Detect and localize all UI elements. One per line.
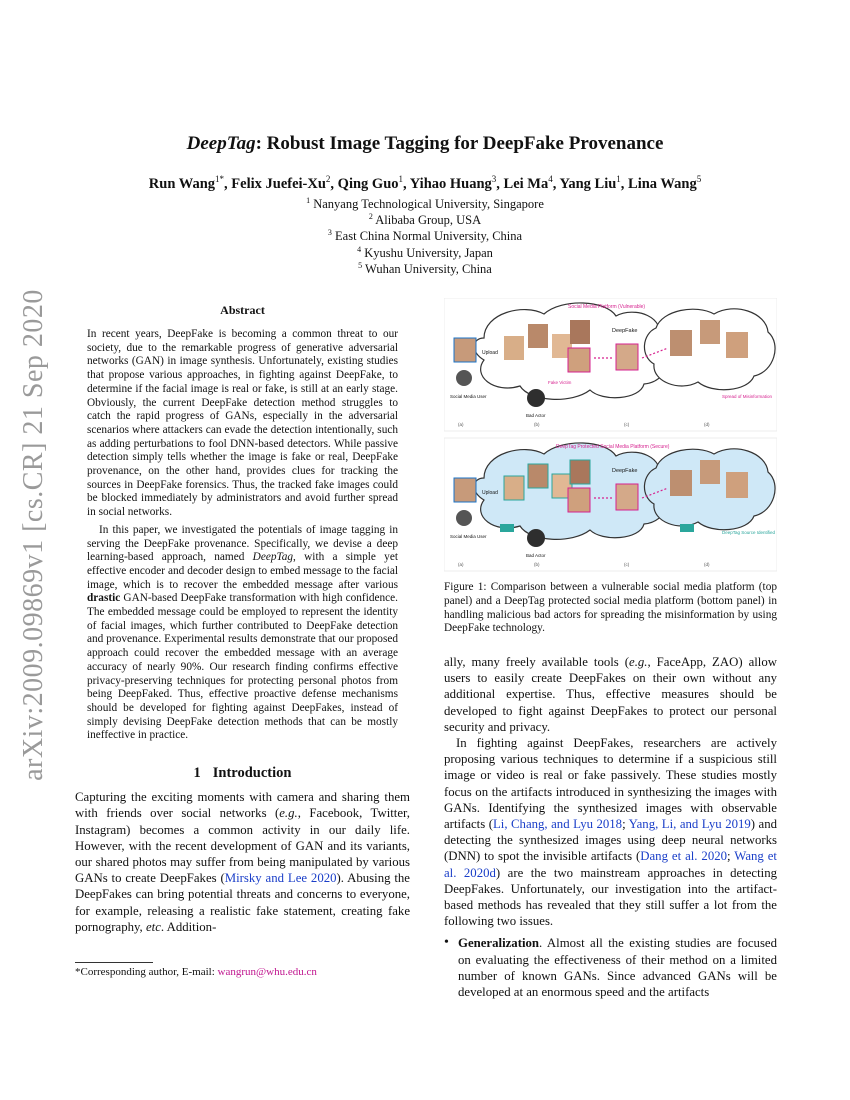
author: Qing Guo bbox=[337, 176, 399, 192]
affiliation: $^2$ Alibaba Group, USA bbox=[368, 212, 482, 228]
panel-label: (c) bbox=[624, 422, 630, 427]
bottom-cloud-label: DeepTag Protected Social Media Platform (Secure) bbox=[556, 444, 670, 450]
fake-victim-label: Fake Victim bbox=[548, 380, 572, 385]
face-photo bbox=[726, 472, 748, 498]
upload-label: Upload bbox=[482, 350, 498, 356]
face-photo bbox=[568, 488, 590, 512]
affiliation: $^3$ East China Normal University, China bbox=[327, 228, 523, 244]
user-label: Social Media User bbox=[450, 394, 487, 399]
face-photo bbox=[454, 478, 476, 502]
panel-label: (a) bbox=[458, 562, 464, 567]
abstract-paragraph: In recent years, DeepFake is becoming a common threat to our society, due to the remarkable progress of generative adversarial networks (GAN) in image synthesis. Unfortunately, existing studies that propose various approaches, in fighting against DeepFake, to determine if the facial image is real or fake, is still at an early stage. Obviously, the current DeepFake detection method struggles to catch the rapid progress of GANs, especially in the adversarial scenarios where attackers can evade the detection intentionally, such as adding perturbations to fool DNN-based detectors. While passive detection simply tells whether the image is fake or real, DeepFake provenance, on the other hand, provides clues for tracking the sources in DeepFake forensics. Thus, the tracked fake images could be blocked immediately by administrators and avoid further spread in social networks. bbox=[87, 328, 398, 519]
title-rest: : Robust Image Tagging for DeepFake Provenance bbox=[255, 133, 664, 154]
face-photo bbox=[570, 320, 590, 344]
panel-label: (d) bbox=[704, 562, 710, 567]
panel-label: (d) bbox=[704, 422, 710, 427]
citation-link[interactable]: Wang et al. 2020d bbox=[444, 849, 777, 880]
user-icon bbox=[456, 370, 472, 386]
face-photo bbox=[700, 320, 720, 344]
title-italic: DeepTag bbox=[186, 133, 256, 154]
deepfake-label: DeepFake bbox=[612, 468, 638, 474]
panel-label: (b) bbox=[534, 422, 540, 427]
bullet-item: • Generalization. Almost all the existing studies are focused on evaluating the effectiveness of their method on a limited number of known GANs. Since advanced GANs will be developed at an enormous speed and the artifacts bbox=[444, 935, 777, 1000]
author: Run Wang bbox=[148, 176, 216, 192]
panel-label: (c) bbox=[624, 562, 630, 567]
tag-icon bbox=[500, 524, 514, 532]
author: Yang Liu bbox=[559, 176, 617, 192]
face-photo bbox=[504, 476, 524, 500]
footnote: *Corresponding author, E-mail: wangrun@whu.edu.cn bbox=[75, 966, 317, 978]
arxiv-identifier-text: arXiv:2009.09869v1 [cs.CR] 21 Sep 2020 bbox=[18, 289, 50, 781]
paper-title bbox=[0, 133, 850, 155]
affiliation: $^4$ Kyushu University, Japan bbox=[357, 244, 493, 260]
face-photo bbox=[700, 460, 720, 484]
trace-label: DeepTag Source Identified bbox=[722, 530, 776, 535]
figure-caption: Figure 1: Comparison between a vulnerable social media platform (top panel) and a DeepTag protected social media platform (bottom panel) in handling malicious bad actors for spreading the misinformation by using DeepFake technology. bbox=[444, 581, 777, 635]
intro-paragraph: Capturing the exciting moments with camera and sharing them with friends over social networks (e.g., Facebook, Twitter, Instagram) becomes a common activity in our daily life. However, with the recent development of GAN and its variants, our shared photos may suffer from being manipulated by various GANs to create DeepFakes (Mirsky and Lee 2020). Abusing the DeepFakes can bring potential threats and concerns to everyone, for example, releasing a realistic fake statement, creating fake pornography, etc. Addition- bbox=[75, 790, 410, 934]
spread-label: Spread of Misinformation bbox=[722, 394, 773, 399]
author-list: Run Wang$^{1*}$, Felix Juefei-Xu$^2$, Qing Guo$^1$, Yihao Huang$^3$, Lei Ma$^4$, Yang Liu$^1$, Lina Wang$^5$ bbox=[148, 174, 702, 192]
body-paragraph: ally, many freely available tools (e.g., FaceApp, ZAO) allow users to easily create DeepFakes on their own without any additional expertise. Thus, effective measures should be developed to fight against DeepFakes to protect our personal security and privacy. bbox=[444, 655, 777, 734]
author: Yihao Huang bbox=[409, 176, 492, 192]
panel-label: (a) bbox=[458, 422, 464, 427]
panel-label: (b) bbox=[534, 562, 540, 567]
figure-1 bbox=[444, 298, 777, 573]
arxiv-identifier bbox=[18, 289, 50, 781]
bad-actor-label: Bad Actor bbox=[526, 553, 546, 558]
tag-icon bbox=[680, 524, 694, 532]
abstract-paragraph: In this paper, we investigated the potentials of image tagging in serving the DeepFake provenance. Specifically, we devise a deep learning-based approach, named DeepTag, with a simple yet effective encoder and decoder design to embed message to the facial image, which is to recover the embedded message after various drastic GAN-based DeepFake transformation with high confidence. The embedded message could be employed to represent the identity of facial images, which further contributed to DeepFake detection and provenance. Experimental results demonstrate that our proposed approach could recover the embedded message with an average accuracy of nearly 90%. Our research finding confirms effective privacy-preserving techniques for protecting personal photos from being DeepFaked. Thus, effective proactive defense mechanisms should be developed for fighting against DeepFakes, instead of simply devising DeepFake detection methods that can be mostly ineffective in practice. bbox=[87, 523, 398, 742]
face-photo bbox=[568, 348, 590, 372]
affiliation: $^1$ Nanyang Technological University, Singapore bbox=[306, 195, 544, 211]
face-photo bbox=[670, 470, 692, 496]
face-photo bbox=[726, 332, 748, 358]
face-photo bbox=[528, 324, 548, 348]
citation-link[interactable]: Yang, Li, and Lyu 2019 bbox=[628, 817, 751, 832]
deepfake-label: DeepFake bbox=[612, 328, 638, 334]
author: Felix Juefei-Xu bbox=[231, 176, 326, 192]
author: Lina Wang bbox=[628, 176, 697, 192]
user-icon bbox=[456, 510, 472, 526]
face-photo bbox=[454, 338, 476, 362]
left-column bbox=[75, 303, 410, 935]
bad-actor-label: Bad Actor bbox=[526, 413, 546, 418]
author: Lei Ma bbox=[503, 176, 549, 192]
top-cloud-label: Social Media Platform (Vulnerable) bbox=[568, 304, 646, 310]
bad-actor-icon bbox=[527, 529, 545, 547]
section-heading: 1 Introduction bbox=[193, 765, 292, 782]
abstract-heading: Abstract bbox=[220, 303, 265, 317]
face-photo bbox=[616, 484, 638, 510]
user-label: Social Media User bbox=[450, 534, 487, 539]
body-paragraph: In fighting against DeepFakes, researchers are actively proposing various techniques to determine if a suspicious still image or video is real or fake passively. These studies mostly focus on the artifacts introduced in synthesizing the images with GANs. Identifying the synthesized images with observable artifacts (Li, Chang, and Lyu 2018; Yang, Li, and Lyu 2019) and detecting the synthesized images using deep neural networks (DNN) to spot the invisible artifacts (Dang et al. 2020; Wang et al. 2020d) are the two mainstream approaches in detecting DeepFakes. Unfortunately, our investigation into the artifact-based methods has revealed that they still suffer a lot from the following two issues. bbox=[444, 736, 778, 929]
citation-link[interactable]: Li, Chang, and Lyu 2018 bbox=[492, 817, 623, 832]
affiliation: $^5$ Wuhan University, China bbox=[358, 260, 492, 276]
citation-link[interactable]: Dang et al. 2020 bbox=[640, 849, 728, 864]
face-photo bbox=[616, 344, 638, 370]
email-link[interactable]: wangrun@whu.edu.cn bbox=[217, 966, 317, 978]
affiliation-list bbox=[0, 196, 850, 277]
citation-link[interactable]: Mirsky and Lee 2020 bbox=[224, 871, 337, 886]
bad-actor-icon bbox=[527, 389, 545, 407]
face-photo bbox=[504, 336, 524, 360]
face-photo bbox=[670, 330, 692, 356]
right-column bbox=[444, 654, 777, 1000]
face-photo bbox=[528, 464, 548, 488]
face-photo bbox=[570, 460, 590, 484]
upload-label: Upload bbox=[482, 490, 498, 496]
footnote-rule bbox=[75, 962, 153, 963]
